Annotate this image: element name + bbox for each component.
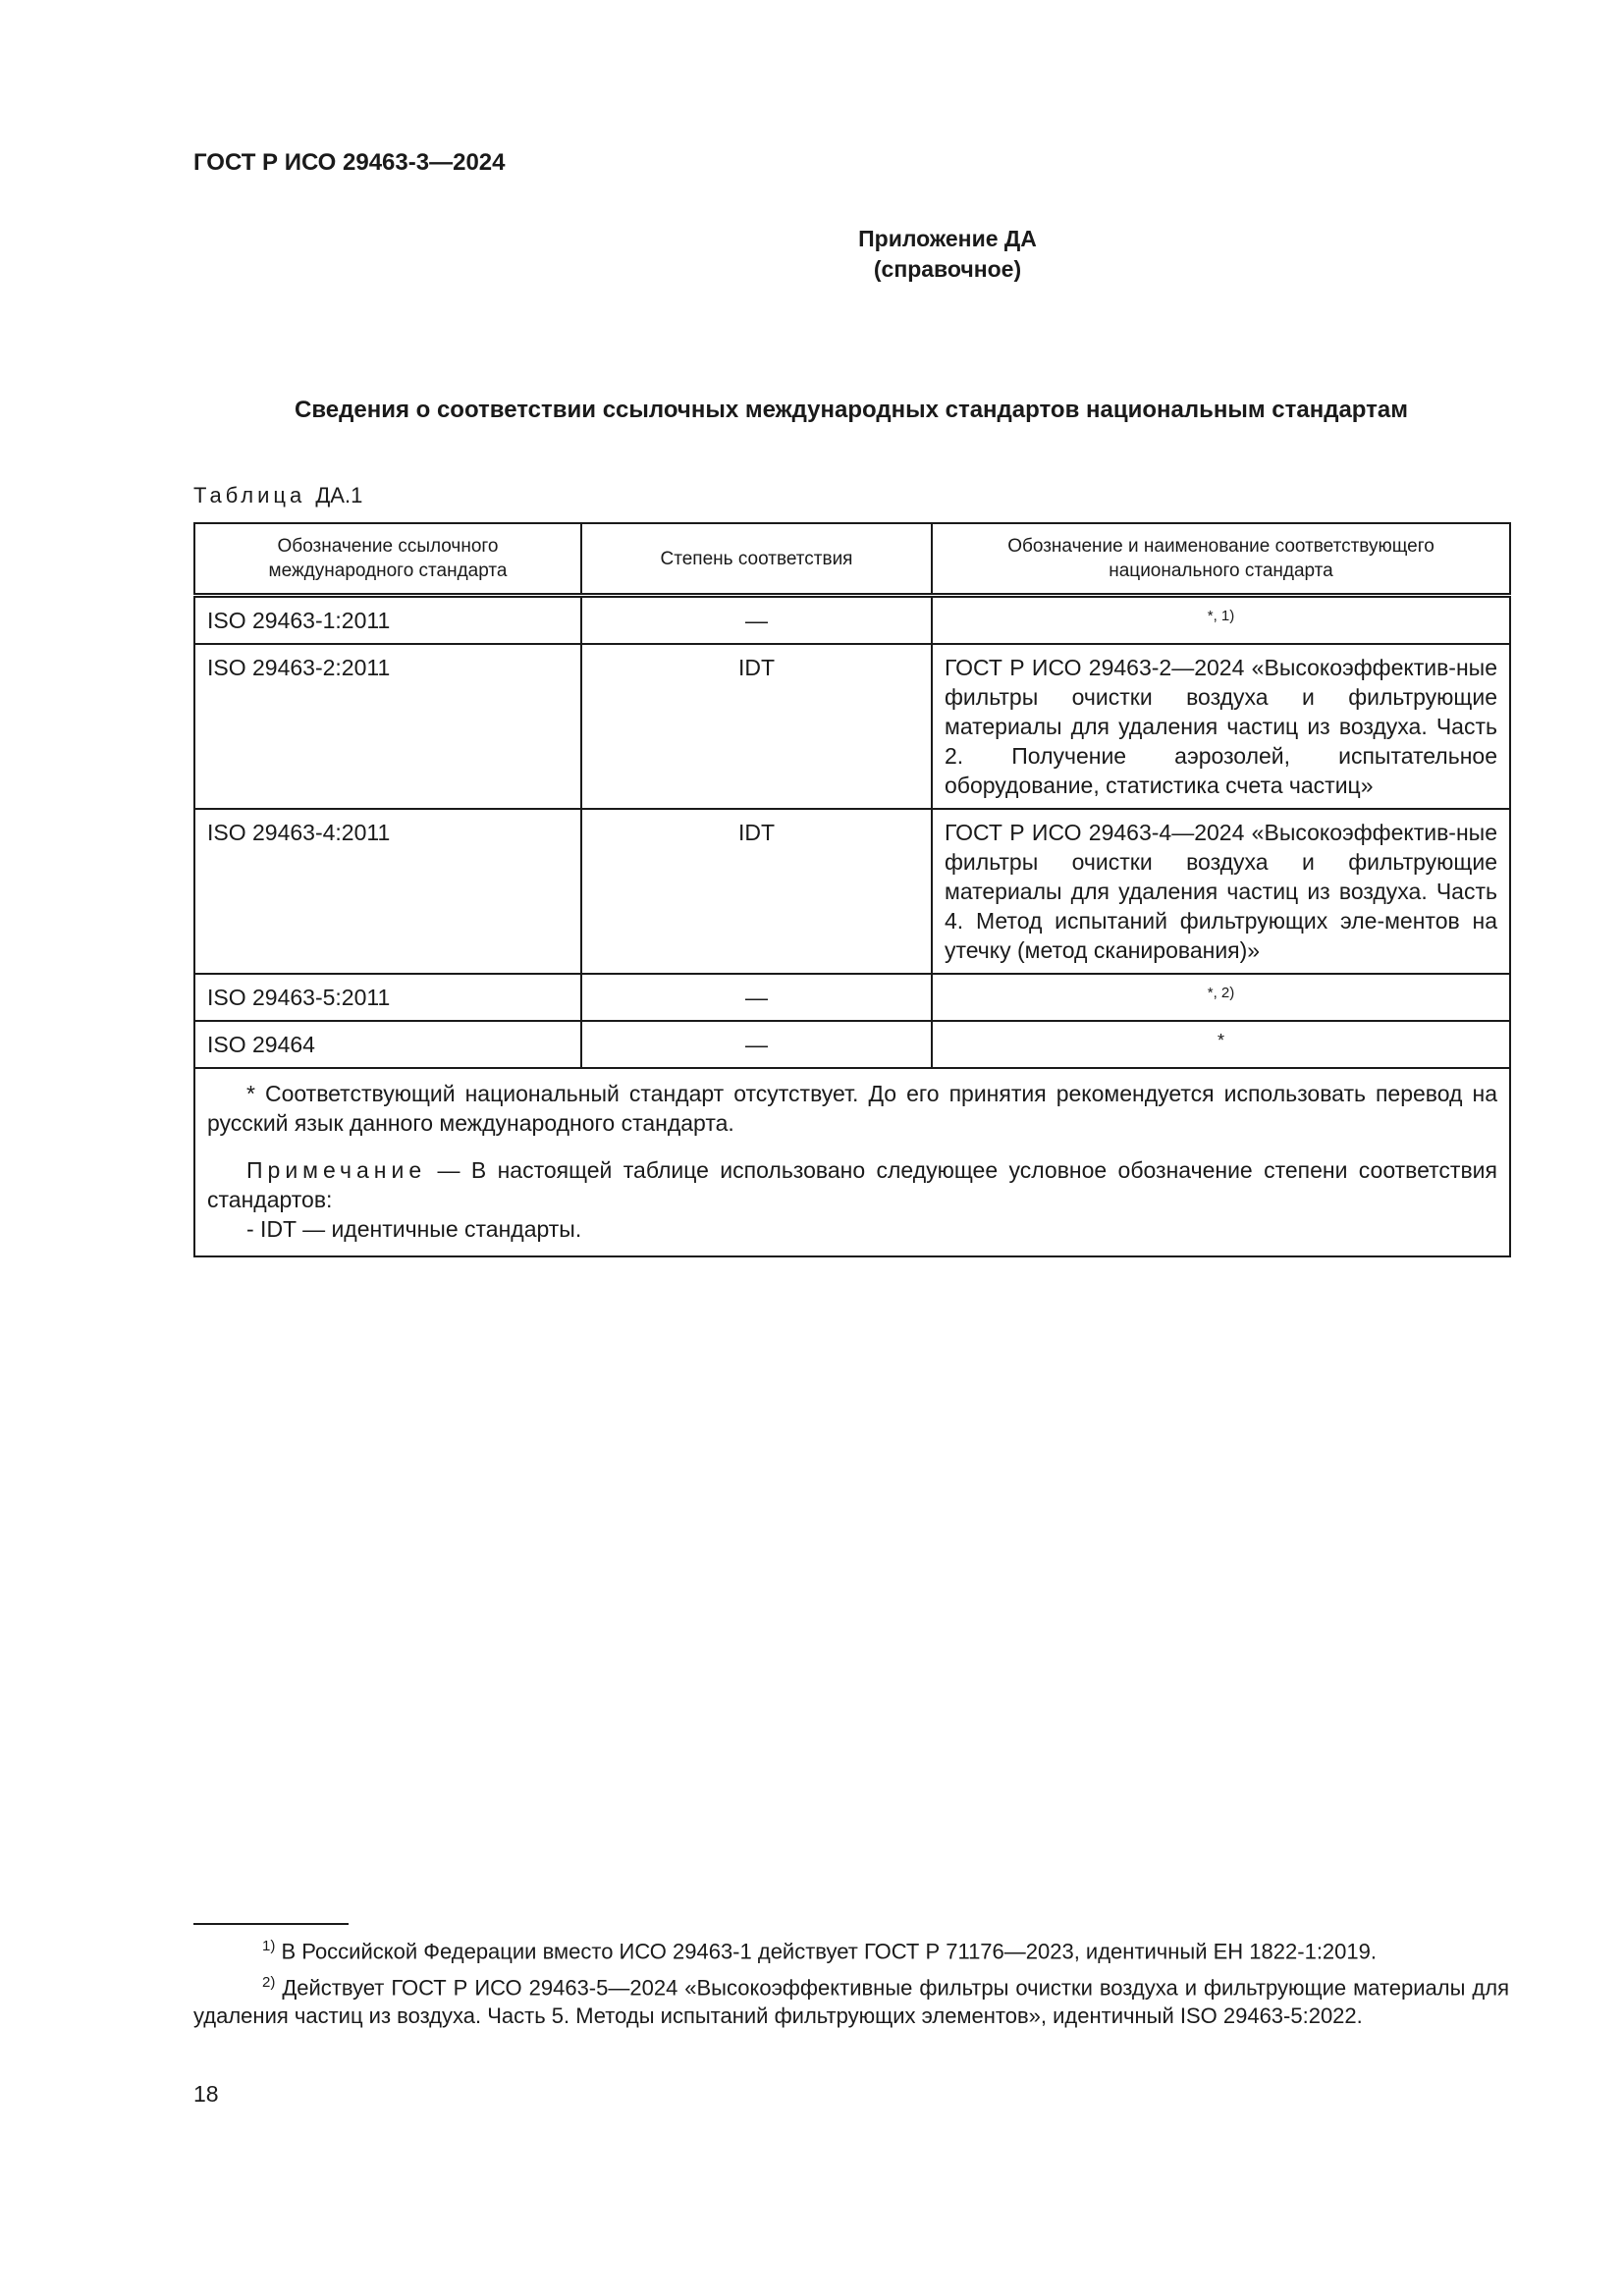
- footnote-divider: [193, 1923, 349, 1925]
- section-title: Сведения о соответствии ссылочных международных стандартов национальным стандартам: [295, 397, 1408, 423]
- note-text: — В настоящей таблице использовано следующее условное обозначение степени соответствия стандартов:: [207, 1157, 1497, 1212]
- table-caption-number: ДА.1: [315, 483, 363, 507]
- cell-intl: ISO 29463-4:2011: [194, 809, 581, 974]
- star-footnote: * Соответствующий национальный стандарт отсутствует. До его принятия рекомендуется использовать перевод на русский язык данного международного стандарта.: [207, 1081, 1497, 1136]
- footnote-2-text: Действует ГОСТ Р ИСО 29463-5—2024 «Высокоэффективные фильтры очистки воздуха и фильтрующие материалы для удаления частиц из воздуха. Часть 5. Методы испытаний фильтрующих элементов», идентичный ISO 29463-5:2022.: [193, 1975, 1509, 2028]
- footnote-1: [193, 1933, 1509, 1965]
- table-row: [194, 596, 1510, 645]
- cell-degree: —: [581, 1021, 932, 1068]
- table-row: [194, 809, 1510, 974]
- footnote-mark: *: [1217, 1031, 1224, 1050]
- footnote-2-mark: 2): [262, 1974, 276, 1992]
- footnote-1-text: В Российской Федерации вместо ИСО 29463-1 действует ГОСТ Р 71176—2023, идентичный ЕН 1822-1:2019.: [275, 1939, 1377, 1964]
- cell-degree: IDT: [581, 644, 932, 809]
- cell-degree: —: [581, 596, 932, 645]
- footnote-mark: *, 2): [1207, 985, 1235, 1001]
- cell-national: ГОСТ Р ИСО 29463-2—2024 «Высокоэффектив-ные фильтры очистки воздуха и фильтрующие материалы для удаления частиц из воздуха. Часть 2. Получение аэрозолей, испытательное оборудование, статистика счета частиц»: [932, 644, 1510, 809]
- cell-national: [932, 974, 1510, 1021]
- cell-intl: ISO 29463-1:2011: [194, 596, 581, 645]
- table-footer-row: [194, 1068, 1510, 1256]
- appendix-heading: [0, 224, 1624, 285]
- page-footnotes: [193, 1933, 1509, 2034]
- correspondence-table: [193, 522, 1511, 1257]
- header-national-standard: Обозначение и наименование соответствующего национального стандарта: [932, 523, 1510, 596]
- table-header-row: [194, 523, 1510, 596]
- header-degree: Степень соответствия: [581, 523, 932, 596]
- table-note: [207, 1155, 1497, 1214]
- note-label: Примечание: [246, 1157, 427, 1183]
- table-row: [194, 1021, 1510, 1068]
- cell-intl: ISO 29463-2:2011: [194, 644, 581, 809]
- header-intl-standard: Обозначение ссылочного международного стандарта: [194, 523, 581, 596]
- appendix-title: Приложение ДА: [858, 226, 1037, 251]
- table-row: [194, 974, 1510, 1021]
- footnote-1-mark: 1): [262, 1938, 276, 1954]
- table-caption: [193, 483, 362, 508]
- table-caption-label: Таблица: [193, 483, 306, 507]
- document-code: ГОСТ Р ИСО 29463-3—2024: [193, 149, 506, 176]
- cell-national: [932, 596, 1510, 645]
- cell-national: ГОСТ Р ИСО 29463-4—2024 «Высокоэффектив-ные фильтры очистки воздуха и фильтрующие материалы для удаления частиц из воздуха. Часть 4. Метод испытаний фильтрующих эле-ментов на утечку (метод сканирования)»: [932, 809, 1510, 974]
- cell-degree: IDT: [581, 809, 932, 974]
- table-notes: [194, 1068, 1510, 1256]
- cell-intl: ISO 29463-5:2011: [194, 974, 581, 1021]
- note-item: - IDT — идентичные стандарты.: [246, 1216, 582, 1242]
- page-number: 18: [193, 2081, 219, 2107]
- cell-intl: ISO 29464: [194, 1021, 581, 1068]
- cell-degree: —: [581, 974, 932, 1021]
- table-row: [194, 644, 1510, 809]
- footnote-2: [193, 1969, 1509, 2029]
- footnote-mark: *, 1): [1207, 608, 1235, 624]
- cell-national: [932, 1021, 1510, 1068]
- appendix-subtitle: (справочное): [873, 256, 1022, 282]
